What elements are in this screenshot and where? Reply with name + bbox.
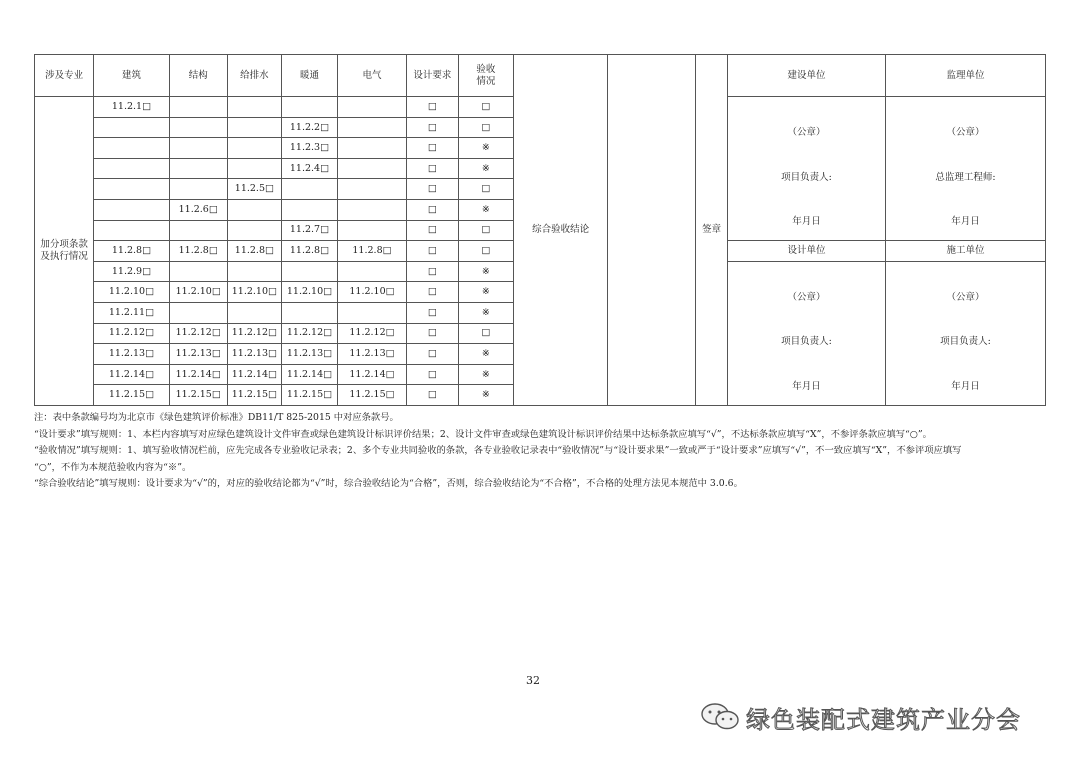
person-label: 项目负责人: (781, 336, 832, 348)
clause-cell: 11.2.10□ (338, 282, 407, 303)
row-group-label: 加分项条款及执行情况 (35, 97, 94, 406)
clause-cell (281, 302, 337, 323)
clause-cell: 11.2.7□ (281, 220, 337, 241)
header-acceptance-status: 验收情况 (458, 55, 513, 97)
clause-cell (227, 158, 281, 179)
clause-cell (94, 220, 169, 241)
design-requirement-cell: □ (406, 220, 458, 241)
date-text: 年月日 (792, 381, 821, 393)
person-label: 项目负责人: (781, 171, 832, 183)
date-text: 年月日 (951, 216, 980, 228)
acceptance-cell: ※ (458, 344, 513, 365)
acceptance-cell: □ (458, 241, 513, 262)
design-requirement-cell: □ (406, 138, 458, 159)
header-electrical: 电气 (338, 55, 407, 97)
acceptance-cell: ※ (458, 302, 513, 323)
clause-cell (94, 200, 169, 221)
acceptance-cell: □ (458, 179, 513, 200)
supervise-unit-sign-area (885, 97, 1045, 241)
clause-cell: 11.2.13□ (94, 344, 169, 365)
design-requirement-cell: □ (406, 97, 458, 118)
design-requirement-cell: □ (406, 241, 458, 262)
clause-cell (169, 179, 227, 200)
clause-cell (169, 220, 227, 241)
design-requirement-cell: □ (406, 117, 458, 138)
page-number: 32 (526, 674, 540, 687)
clause-cell (94, 179, 169, 200)
date-text: 年月日 (951, 381, 980, 393)
clause-cell: 11.2.6□ (169, 200, 227, 221)
conclusion-blank (608, 55, 696, 406)
watermark (700, 700, 1021, 734)
clause-cell (169, 138, 227, 159)
clause-cell (281, 200, 337, 221)
clause-cell: 11.2.14□ (169, 364, 227, 385)
clause-cell: 11.2.15□ (338, 385, 407, 406)
acceptance-cell: ※ (458, 385, 513, 406)
header-construct-unit: 施工单位 (885, 241, 1045, 262)
sign-label: 签章 (696, 55, 728, 406)
clause-cell (169, 158, 227, 179)
note-line: “综合验收结论”填写规则：设计要求为“√”的，对应的验收结论都为“√”时，综合验收结论为“合格”，否则，综合验收结论为“不合格”，不合格的处理方法见本规范中 3.0.6。 (34, 478, 743, 489)
acceptance-cell: ※ (458, 282, 513, 303)
clause-cell (94, 117, 169, 138)
construct-unit-sign-area (885, 261, 1045, 405)
clause-cell (281, 179, 337, 200)
header-discipline: 涉及专业 (35, 55, 94, 97)
clause-cell (94, 158, 169, 179)
design-requirement-cell: □ (406, 385, 458, 406)
conclusion-label: 综合验收结论 (513, 55, 607, 406)
clause-cell: 11.2.15□ (281, 385, 337, 406)
clause-cell: 11.2.14□ (227, 364, 281, 385)
acceptance-cell: ※ (458, 200, 513, 221)
clause-cell: 11.2.15□ (169, 385, 227, 406)
clause-cell: 11.2.13□ (281, 344, 337, 365)
acceptance-cell: □ (458, 117, 513, 138)
clause-cell (338, 220, 407, 241)
clause-cell (338, 261, 407, 282)
header-row (35, 55, 1046, 97)
note-line: “验收情况”填写规则：1、填写验收情况栏前，应先完成各专业验收记录表；2、多个专业共同验收的条款，各专业验收记录表中“验收情况”与“设计要求果”一致或严于“设计要求”应填写“√”，不一致应填写“X”，不参评项应填写 (34, 445, 962, 456)
clause-cell (227, 261, 281, 282)
clause-cell: 11.2.2□ (281, 117, 337, 138)
clause-cell: 11.2.13□ (227, 344, 281, 365)
clause-cell (227, 302, 281, 323)
clause-cell (227, 220, 281, 241)
note-line: 注：表中条款编号均为北京市《绿色建筑评价标准》DB11/T 825-2015 中对应条款号。 (34, 412, 399, 423)
clause-cell (338, 97, 407, 118)
design-requirement-cell: □ (406, 364, 458, 385)
clause-cell: 11.2.5□ (227, 179, 281, 200)
clause-cell (338, 179, 407, 200)
clause-cell (338, 117, 407, 138)
clause-cell (281, 97, 337, 118)
clause-cell: 11.2.14□ (281, 364, 337, 385)
acceptance-cell: ※ (458, 158, 513, 179)
build-unit-sign-area (728, 97, 886, 241)
design-requirement-cell: □ (406, 323, 458, 344)
design-unit-sign-area (728, 261, 886, 405)
clause-cell (227, 138, 281, 159)
person-label: 项目负责人: (940, 336, 991, 348)
clause-cell: 11.2.10□ (169, 282, 227, 303)
clause-cell (338, 302, 407, 323)
person-label: 总监理工程师: (935, 171, 996, 183)
clause-cell: 11.2.15□ (227, 385, 281, 406)
stamp-text: （公章） (787, 291, 826, 303)
date-text: 年月日 (792, 216, 821, 228)
clause-cell (227, 117, 281, 138)
header-design-unit: 设计单位 (728, 241, 886, 262)
design-requirement-cell: □ (406, 158, 458, 179)
design-requirement-cell: □ (406, 282, 458, 303)
clause-cell (338, 138, 407, 159)
acceptance-cell: □ (458, 97, 513, 118)
header-hvac: 暖通 (281, 55, 337, 97)
clause-cell: 11.2.4□ (281, 158, 337, 179)
clause-cell: 11.2.11□ (94, 302, 169, 323)
header-supervise-unit: 监理单位 (885, 55, 1045, 97)
clause-cell: 11.2.12□ (338, 323, 407, 344)
clause-cell: 11.2.13□ (169, 344, 227, 365)
clause-cell (338, 200, 407, 221)
notes (34, 410, 1046, 493)
clause-cell: 11.2.13□ (338, 344, 407, 365)
clause-cell (227, 200, 281, 221)
design-requirement-cell: □ (406, 179, 458, 200)
clause-cell: 11.2.14□ (338, 364, 407, 385)
clause-cell (169, 97, 227, 118)
clause-cell (94, 138, 169, 159)
clause-cell (281, 261, 337, 282)
design-requirement-cell: □ (406, 302, 458, 323)
design-requirement-cell: □ (406, 261, 458, 282)
clause-cell: 11.2.10□ (94, 282, 169, 303)
acceptance-cell: □ (458, 323, 513, 344)
clause-cell: 11.2.10□ (227, 282, 281, 303)
clause-cell (227, 97, 281, 118)
acceptance-table (34, 54, 1046, 406)
clause-cell: 11.2.12□ (227, 323, 281, 344)
header-structure: 结构 (169, 55, 227, 97)
clause-cell: 11.2.8□ (227, 241, 281, 262)
stamp-text: （公章） (946, 291, 985, 303)
clause-cell: 11.2.8□ (338, 241, 407, 262)
wechat-icon (700, 702, 740, 732)
clause-cell (169, 117, 227, 138)
clause-cell: 11.2.9□ (94, 261, 169, 282)
clause-cell: 11.2.8□ (169, 241, 227, 262)
header-build-unit: 建设单位 (728, 55, 886, 97)
design-requirement-cell: □ (406, 200, 458, 221)
clause-cell: 11.2.14□ (94, 364, 169, 385)
stamp-text: （公章） (946, 127, 985, 139)
clause-cell (169, 302, 227, 323)
acceptance-cell: ※ (458, 138, 513, 159)
clause-cell (338, 158, 407, 179)
header-design-requirement: 设计要求 (406, 55, 458, 97)
note-line: “○”，不作为本规范验收内容为“※”。 (34, 461, 192, 473)
note-line: “设计要求”填写规则：1、本栏内容填写对应绿色建筑设计文件审查或绿色建筑设计标识评价结果；2、设计文件审查或绿色建筑设计标识评价结果中达标条款应填写“√”，不达标条款应填写“X”，不参评条款应填写“○”。 (34, 428, 932, 440)
header-architecture: 建筑 (94, 55, 169, 97)
acceptance-cell: □ (458, 220, 513, 241)
clause-cell: 11.2.3□ (281, 138, 337, 159)
watermark-text: 绿色装配式建筑产业分会 (746, 705, 1021, 734)
clause-cell: 11.2.12□ (281, 323, 337, 344)
acceptance-cell: ※ (458, 364, 513, 385)
clause-cell: 11.2.15□ (94, 385, 169, 406)
header-plumbing: 给排水 (227, 55, 281, 97)
clause-cell: 11.2.12□ (94, 323, 169, 344)
acceptance-cell: ※ (458, 261, 513, 282)
clause-cell: 11.2.12□ (169, 323, 227, 344)
stamp-text: （公章） (787, 127, 826, 139)
clause-cell: 11.2.10□ (281, 282, 337, 303)
design-requirement-cell: □ (406, 344, 458, 365)
clause-cell: 11.2.1□ (94, 97, 169, 118)
clause-cell: 11.2.8□ (281, 241, 337, 262)
clause-cell (169, 261, 227, 282)
clause-cell: 11.2.8□ (94, 241, 169, 262)
